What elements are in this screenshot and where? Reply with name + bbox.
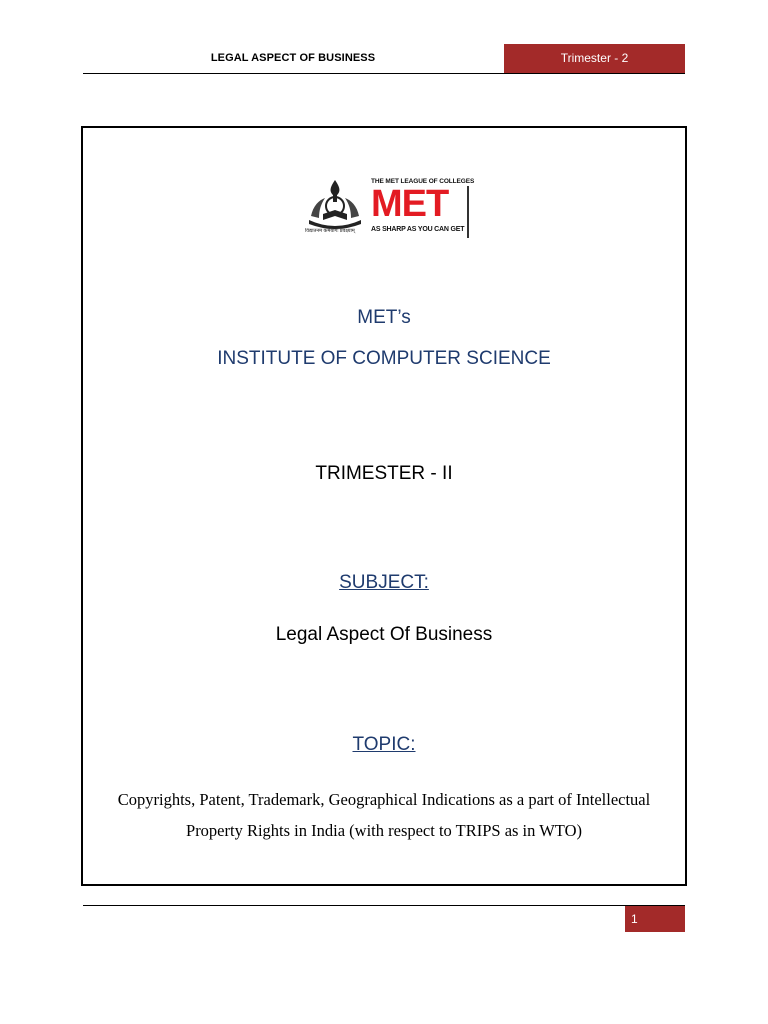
met-emblem-icon [303,176,367,232]
met-logo [299,172,475,240]
trimester-label: TRIMESTER - II [315,463,453,484]
page-number: 1 [625,906,685,932]
logo-divider [467,186,469,238]
subject-heading: SUBJECT: [339,572,429,593]
institution-full-name: INSTITUTE OF COMPUTER SCIENCE [217,348,551,369]
trimester-badge: Trimester - 2 [504,44,685,73]
page-header [83,44,685,74]
subject-name: Legal Aspect Of Business [275,624,493,645]
logo-motto: विद्यातनम कर्मयोगः प्रवक्ष्याम् [305,228,355,234]
logo-league-text: THE MET LEAGUE OF COLLEGES [371,178,475,185]
logo-wordmark: MET [371,183,449,225]
page-footer [83,905,685,933]
institution-short-name: MET’s [357,307,411,328]
topic-text: Copyrights, Patent, Trademark, Geographical Indications as a part of Intellectual Property Rights in India (with respect to TRIPS as in WTO) [117,790,651,840]
header-rule [83,73,685,74]
topic-heading: TOPIC: [352,734,416,755]
header-title: LEGAL ASPECT OF BUSINESS [210,52,376,64]
footer-rule [83,905,685,906]
cover-frame [81,126,687,886]
logo-tagline: AS SHARP AS YOU CAN GET [371,226,465,233]
